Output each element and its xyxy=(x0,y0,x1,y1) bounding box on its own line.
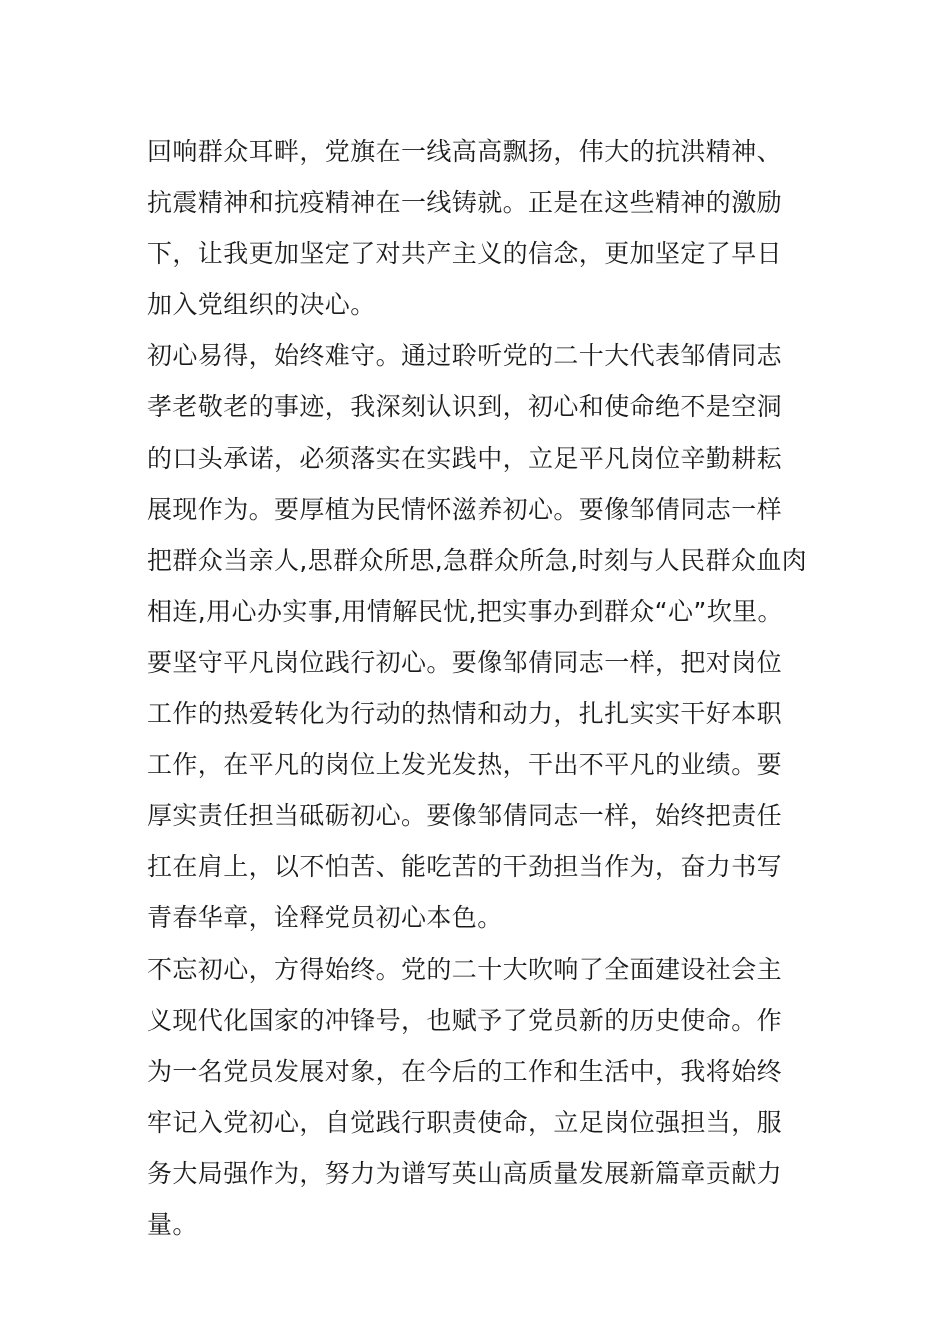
text-line: 加入党组织的决心。 xyxy=(147,290,376,320)
text-line: 不忘初心，方得始终。党的二十大吹响了全面建设社会主 xyxy=(147,954,783,984)
text-line: 下，让我更加坚定了对共产主义的信念，更加坚定了早日 xyxy=(147,239,783,269)
document-body xyxy=(147,126,807,1250)
text-line: 厚实责任担当砥砺初心。要像邹倩同志一样，始终把责任 xyxy=(147,801,783,831)
text-line: 的口头承诺，必须落实在实践中，立足平凡岗位辛勤耕耘 xyxy=(147,443,783,473)
text-line: 相连,用心办实事,用情解民忧,把实事办到群众“心”坎里。 xyxy=(147,596,783,626)
text-line: 回响群众耳畔，党旗在一线高高飘扬，伟大的抗洪精神、 xyxy=(147,137,783,166)
text-line: 展现作为。要厚植为民情怀滋养初心。要像邹倩同志一样 xyxy=(147,494,783,524)
text-line: 初心易得，始终难守。通过聆听党的二十大代表邹倩同志 xyxy=(147,341,783,371)
text-line: 孝老敬老的事迹，我深刻认识到，初心和使命绝不是空洞 xyxy=(147,392,783,422)
text-line: 务大局强作为，努力为谱写英山高质量发展新篇章贡献力 xyxy=(147,1158,783,1188)
text-line: 扛在肩上，以不怕苦、能吃苦的干劲担当作为，奋力书写 xyxy=(147,852,783,882)
text-line: 要坚守平凡岗位践行初心。要像邹倩同志一样，把对岗位 xyxy=(147,647,783,677)
text-line: 牢记入党初心，自觉践行职责使命，立足岗位强担当，服 xyxy=(147,1107,783,1137)
text-line: 工作的热爱转化为行动的热情和动力，扎扎实实干好本职 xyxy=(147,699,783,729)
text-line: 为一名党员发展对象，在今后的工作和生活中，我将始终 xyxy=(147,1056,783,1086)
text-line: 青春华章，诠释党员初心本色。 xyxy=(147,903,503,933)
text-line: 把群众当亲人,思群众所思,急群众所急,时刻与人民群众血肉 xyxy=(147,545,808,575)
text-line: 量。 xyxy=(147,1209,198,1239)
text-line: 抗震精神和抗疫精神在一线铸就。正是在这些精神的激励 xyxy=(147,188,783,218)
text-line: 义现代化国家的冲锋号，也赋予了党员新的历史使命。作 xyxy=(147,1005,783,1035)
text-line: 工作，在平凡的岗位上发光发热，干出不平凡的业绩。要 xyxy=(147,750,783,780)
